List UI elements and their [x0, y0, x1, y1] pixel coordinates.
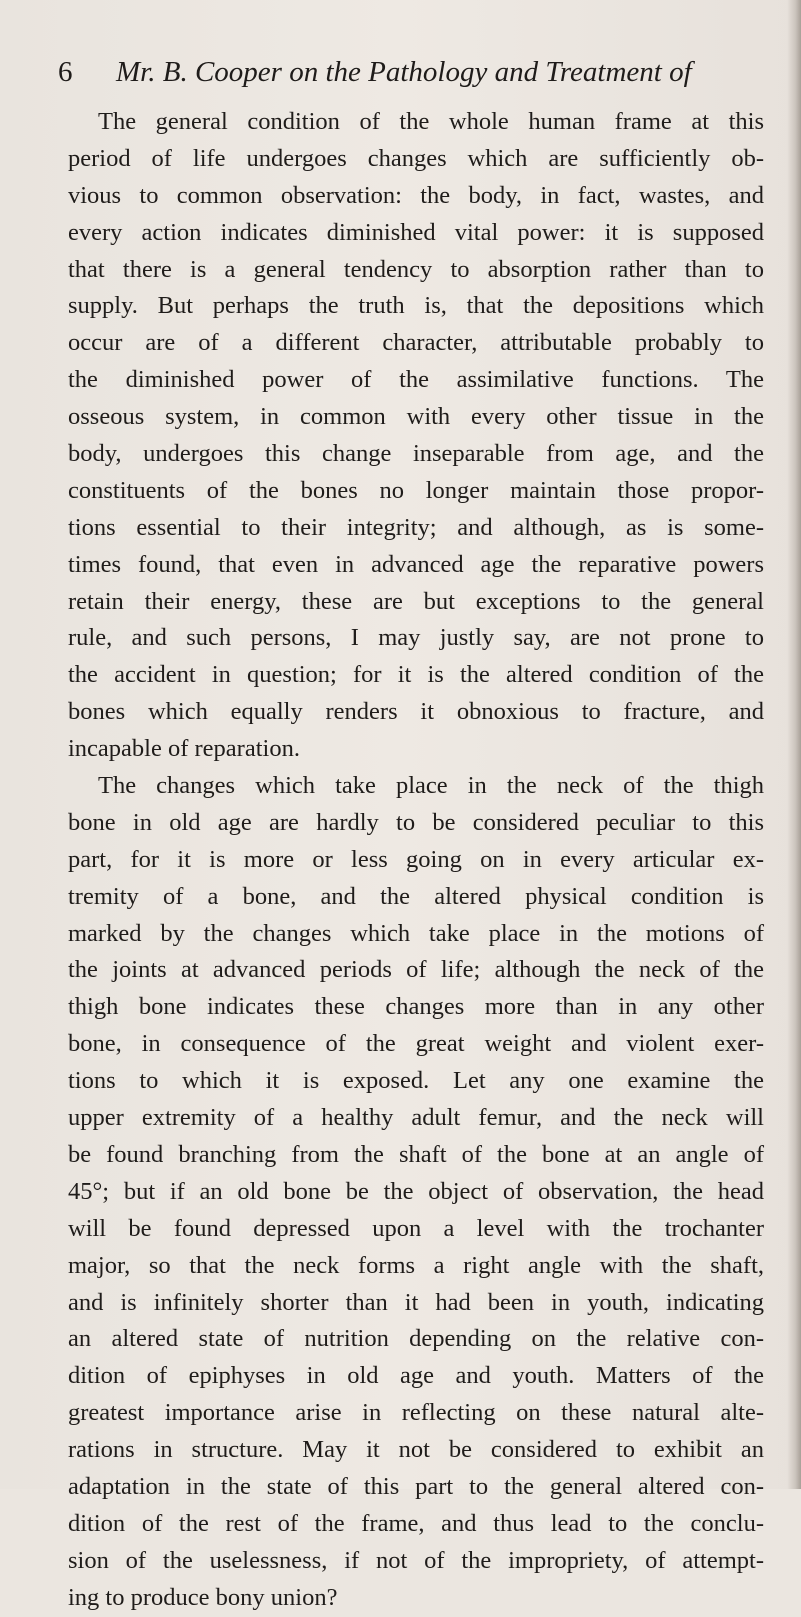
text-line: vious to common observation: the body, in fact, wastes, and — [68, 181, 764, 209]
text-line: the accident in question; for it is the altered condition of the — [68, 661, 764, 689]
text-line: period of life undergoes changes which are sufficiently ob- — [68, 144, 764, 172]
text-line: ing to produce bony union? — [68, 1583, 338, 1611]
text-line: thigh bone indicates these changes more than in any other — [68, 993, 764, 1021]
page-number: 6 — [58, 56, 73, 88]
text-line: the joints at advanced periods of life; although the neck of the — [68, 956, 764, 984]
text-line: dition of epiphyses in old age and youth. Matters of the — [68, 1362, 764, 1390]
text-line: retain their energy, these are but exceptions to the general — [68, 587, 764, 615]
text-line: constituents of the bones no longer maintain those propor- — [68, 476, 764, 504]
text-line: body, undergoes this change inseparable from age, and the — [68, 440, 764, 468]
text-line: will be found depressed upon a level with the trochanter — [68, 1214, 764, 1242]
running-title: Mr. B. Cooper on the Pathology and Treatment of — [116, 56, 692, 88]
text-line: part, for it is more or less going on in every articular ex- — [68, 845, 764, 873]
text-line: dition of the rest of the frame, and thus lead to the conclu- — [68, 1509, 764, 1537]
text-line: tions essential to their integrity; and although, as is some- — [68, 513, 764, 541]
text-line: be found branching from the shaft of the bone at an angle of — [68, 1140, 764, 1168]
text-line: occur are of a different character, attributable probably to — [68, 329, 764, 357]
text-line: that there is a general tendency to absorption rather than to — [68, 255, 764, 283]
text-line: greatest importance arise in reflecting on these natural alte- — [68, 1399, 764, 1427]
body-text — [68, 104, 764, 1617]
text-line: adaptation in the state of this part to the general altered con- — [68, 1472, 764, 1500]
text-line: 45°; but if an old bone be the object of observation, the head — [68, 1177, 764, 1205]
text-line: an altered state of nutrition depending on the relative con- — [68, 1325, 764, 1353]
text-line: the diminished power of the assimilative functions. The — [68, 366, 764, 394]
text-line: supply. But perhaps the truth is, that the depositions which — [68, 292, 764, 320]
text-line: The changes which take place in the neck of the thigh — [98, 772, 764, 800]
text-line: times found, that even in advanced age the reparative powers — [68, 550, 764, 578]
text-line: The general condition of the whole human frame at this — [98, 108, 764, 135]
text-line: rations in structure. May it not be considered to exhibit an — [68, 1436, 764, 1464]
text-line: rule, and such persons, I may justly say, are not prone to — [68, 624, 764, 652]
page-edge-shadow — [787, 0, 801, 1489]
text-line: every action indicates diminished vital power: it is supposed — [68, 218, 764, 246]
text-line: bone, in consequence of the great weight and violent exer- — [68, 1030, 764, 1058]
text-line: and is infinitely shorter than it had been in youth, indicating — [68, 1288, 764, 1316]
text-line: osseous system, in common with every other tissue in the — [68, 403, 764, 431]
text-line: bones which equally renders it obnoxious to fracture, and — [68, 698, 764, 726]
text-line: tremity of a bone, and the altered physical condition is — [68, 882, 764, 910]
text-line: bone in old age are hardly to be considered peculiar to this — [68, 808, 764, 836]
text-line: sion of the uselessness, if not of the impropriety, of attempt- — [68, 1546, 764, 1574]
text-line: marked by the changes which take place in the motions of — [68, 919, 764, 947]
text-line: major, so that the neck forms a right angle with the shaft, — [68, 1251, 764, 1279]
text-line: upper extremity of a healthy adult femur, and the neck will — [68, 1104, 764, 1132]
text-line: tions to which it is exposed. Let any one examine the — [68, 1067, 764, 1095]
running-header — [58, 52, 708, 92]
text-line: incapable of reparation. — [68, 735, 300, 763]
